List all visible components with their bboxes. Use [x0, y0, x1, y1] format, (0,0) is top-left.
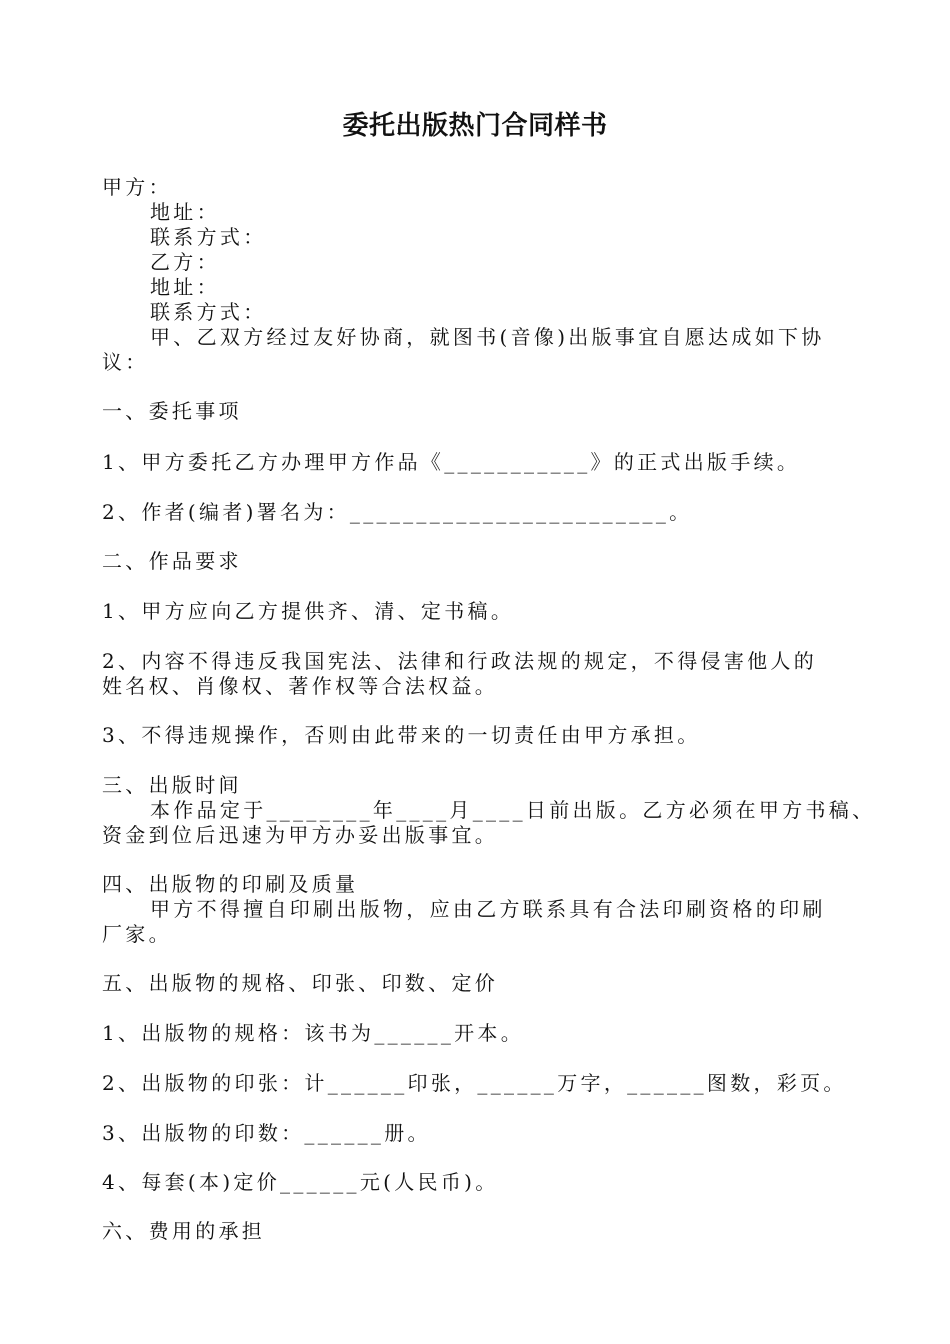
section2-item2-line2: 姓名权、肖像权、著作权等合法权益。	[102, 674, 499, 698]
section-heading-6: 六、费用的承担	[102, 1219, 266, 1243]
section3-text-line2: 资金到位后迅速为甲方办妥出版事宜。	[102, 823, 499, 847]
section5-item3: 3、出版物的印数：______册。	[102, 1121, 431, 1145]
section5-item1: 1、出版物的规格：该书为______开本。	[102, 1021, 525, 1045]
party-a-address: 地址：	[150, 200, 220, 224]
section-heading-5: 五、出版物的规格、印张、印数、定价	[102, 971, 499, 995]
intro-paragraph-line2: 议：	[102, 350, 149, 374]
party-b-address: 地址：	[150, 275, 220, 299]
section5-item2: 2、出版物的印张：计______印张，______万字，______图数，彩页。	[102, 1071, 847, 1095]
section4-text-line1: 甲方不得擅自印刷出版物，应由乙方联系具有合法印刷资格的印刷	[150, 897, 826, 921]
party-b-contact: 联系方式：	[150, 300, 267, 324]
intro-paragraph-line1: 甲、乙双方经过友好协商，就图书(音像)出版事宜自愿达成如下协	[150, 325, 825, 349]
section-heading-3: 三、出版时间	[102, 773, 242, 797]
party-b-label: 乙方：	[150, 250, 220, 274]
section2-item3: 3、不得违规操作，否则由此带来的一切责任由甲方承担。	[102, 723, 701, 747]
section1-item2: 2、作者(编者)署名为：________________________。	[102, 500, 693, 524]
section4-text-line2: 厂家。	[102, 922, 172, 946]
section-heading-1: 一、委托事项	[102, 399, 242, 423]
party-a-contact: 联系方式：	[150, 225, 267, 249]
section2-item2-line1: 2、内容不得违反我国宪法、法律和行政法规的规定，不得侵害他人的	[102, 649, 818, 673]
section-heading-2: 二、作品要求	[102, 549, 242, 573]
document-title: 委托出版热门合同样书	[342, 111, 608, 141]
section1-item1: 1、甲方委托乙方办理甲方作品《___________》的正式出版手续。	[102, 450, 801, 474]
section5-item4: 4、每套(本)定价______元(人民币)。	[102, 1170, 499, 1194]
section2-item1: 1、甲方应向乙方提供齐、清、定书稿。	[102, 599, 515, 623]
party-a-label: 甲方：	[102, 175, 172, 199]
section3-text-line1: 本作品定于________年____月____日前出版。乙方必须在甲方书稿、	[150, 798, 876, 822]
section-heading-4: 四、出版物的印刷及质量	[102, 872, 359, 896]
